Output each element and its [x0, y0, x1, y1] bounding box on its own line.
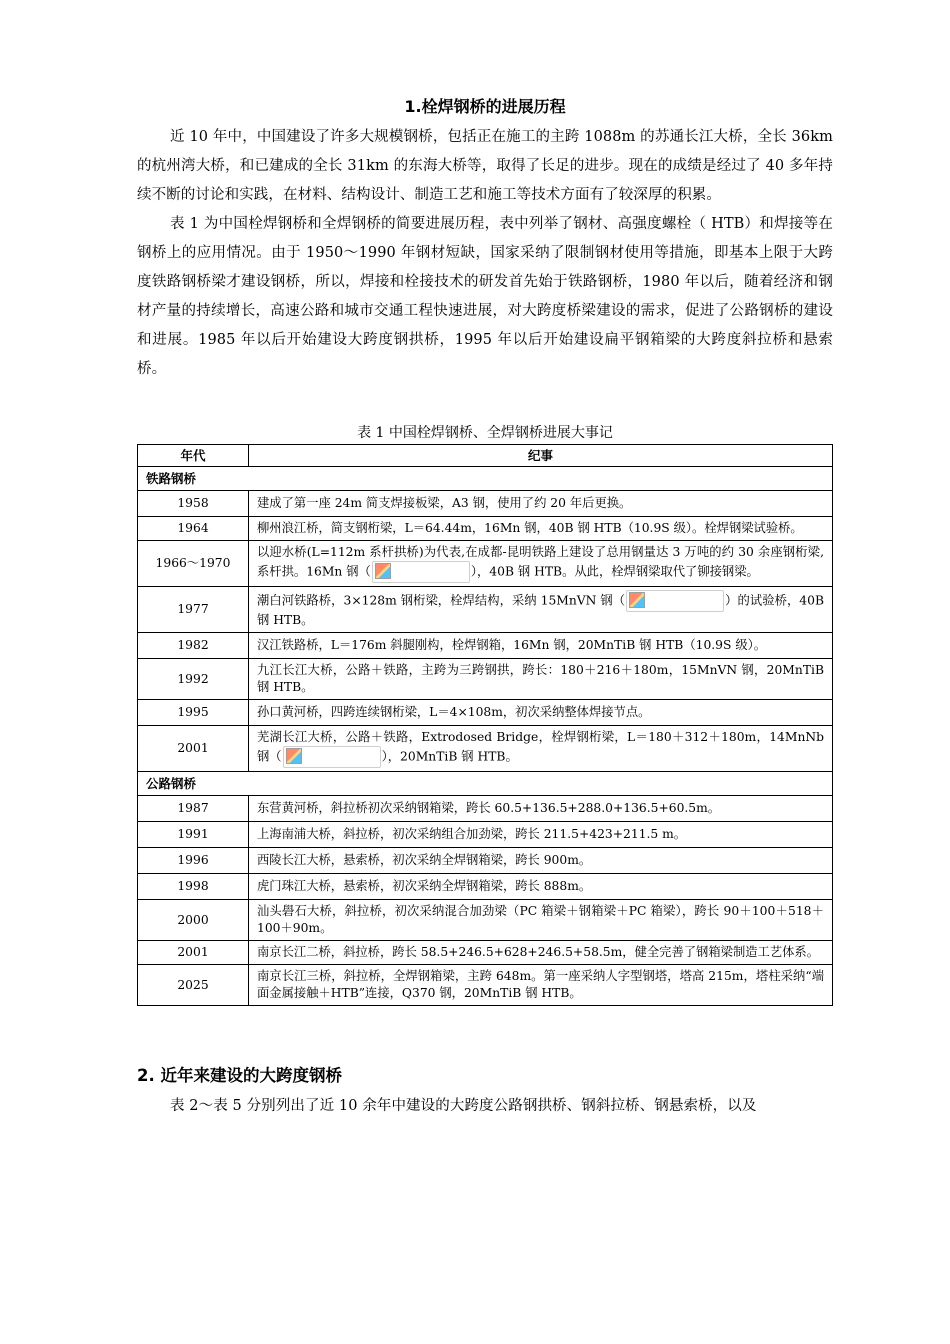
event-text: 以迎水桥(L=112m 系杆拱桥)为代表,在成都-昆明铁路上建设了总用钢量达 3 万吨的约 30 余座钢桁梁,系杆拱。16Mn 钢（: [257, 545, 824, 579]
paragraph-1: 近 10 年中，中国建设了许多大规模钢桥，包括正在施工的主跨 1088m 的苏通长江大桥，全长 36km 的杭州湾大桥，和已建成的全长 31km 的东海大桥等，取得了长足的进步。现在的成绩是经过了 40 多年持续不断的讨论和实践，在材料、结构设计、制造工艺和施工等技术方面有了较深厚的积累。: [137, 129, 833, 203]
table-row: [138, 633, 833, 659]
broken-image-icon: [283, 746, 381, 768]
event-cell: 南京长江三桥，斜拉桥，全焊钢箱梁，主跨 648m。第一座采纳人字型钢塔，塔高 215m，塔柱采纳“端面金属接触＋HTB”连接，Q370 钢，20MnTiB 钢 HTB。: [249, 965, 833, 1006]
event-cell: [249, 587, 833, 633]
group-row-rail: [138, 467, 833, 491]
event-cell: 九江长江大桥，公路＋铁路，主跨为三跨钢拱，跨长：180＋216＋180m，15MnVN 钢，20MnTiB 钢 HTB。: [249, 659, 833, 700]
event-cell: 西陵长江大桥，悬索桥，初次采纳全焊钢箱梁，跨长 900m。: [249, 848, 833, 874]
group-row-road: [138, 772, 833, 796]
group-label-road: 公路钢桥: [138, 772, 833, 796]
table-row: [138, 587, 833, 633]
event-text: 芜湖长江大桥，公路＋铁路，Extrodosed Bridge，栓焊钢桁梁，L＝180＋312＋180m，14MnNb 钢（: [257, 730, 824, 764]
table-row: [138, 796, 833, 822]
paragraph-2: 表 1 为中国栓焊钢桥和全焊钢桥的简要进展历程，表中列举了钢材、高强度螺栓（ HTB）和焊接等在钢桥上的应用情况。由于 1950～1990 年钢材短缺，国家采纳了限制钢材使用等措施，即基本上限于大跨度铁路钢桥梁才建设钢桥，所以，焊接和栓接技术的研发首先始于铁路钢桥，1980 年以后，随着经济和钢材产量的持续增长，高速公路和城市交通工程快速进展，对大跨度桥梁建设的需求，促进了公路钢桥的建设和进展。1985 年以后开始建设大跨度钢拱桥，1995 年以后开始建设扁平钢箱梁的大跨度斜拉桥和悬索桥。: [137, 216, 833, 377]
table-row: [138, 726, 833, 772]
table-row: [138, 517, 833, 541]
event-cell: 建成了第一座 24m 简支焊接板梁，A3 钢，使用了约 20 年后更换。: [249, 491, 833, 517]
year-cell: 1996: [138, 848, 249, 874]
event-cell: [249, 541, 833, 587]
event-cell: 柳州浪江桥，简支钢桁梁，L＝64.44m，16Mn 钢，40B 钢 HTB（10.9S 级）。栓焊钢梁试验桥。: [249, 517, 833, 541]
year-cell: 1998: [138, 874, 249, 900]
year-cell: 2000: [138, 900, 249, 941]
year-cell: 2025: [138, 965, 249, 1006]
table-row: [138, 700, 833, 726]
year-cell: 1977: [138, 587, 249, 633]
year-column-header: 年代: [138, 445, 249, 467]
table-row: [138, 541, 833, 587]
paragraph-3: 表 2～表 5 分别列出了近 10 余年中建设的大跨度公路钢拱桥、钢斜拉桥、钢悬索桥，以及: [170, 1098, 757, 1114]
event-cell: [249, 726, 833, 772]
event-text: ），20MnTiB 钢 HTB。: [381, 749, 518, 764]
table-1-caption: 表 1 中国栓焊钢桥、全焊钢桥进展大事记: [357, 425, 613, 441]
year-cell: 2001: [138, 726, 249, 772]
year-cell: 1958: [138, 491, 249, 517]
year-cell: 1964: [138, 517, 249, 541]
group-label-rail: 铁路钢桥: [138, 467, 833, 491]
year-cell: 1987: [138, 796, 249, 822]
year-cell: 1992: [138, 659, 249, 700]
year-cell: 1995: [138, 700, 249, 726]
event-cell: 汕头礐石大桥，斜拉桥，初次采纳混合加劲梁（PC 箱梁＋钢箱梁＋PC 箱梁），跨长 90＋100＋518＋100＋90m。: [249, 900, 833, 941]
event-text: ），40B 钢 HTB。从此，栓焊钢梁取代了铆接钢梁。: [470, 564, 759, 579]
year-cell: 1982: [138, 633, 249, 659]
table-row: [138, 659, 833, 700]
table-row: [138, 848, 833, 874]
table-row: [138, 965, 833, 1006]
event-cell: 南京长江二桥，斜拉桥，跨长 58.5+246.5+628+246.5+58.5m，健全完善了钢箱梁制造工艺体系。: [249, 941, 833, 965]
event-cell: 孙口黄河桥，四跨连续钢桁梁，L＝4×108m，初次采纳整体焊接节点。: [249, 700, 833, 726]
document-page: [137, 94, 833, 1121]
section-2-title: 2. 近年来建设的大跨度钢桥: [137, 1066, 342, 1085]
events-table: [137, 444, 833, 1006]
section-1-title: 1.栓焊钢桥的进展历程: [404, 97, 566, 116]
year-cell: 1966～1970: [138, 541, 249, 587]
event-text: ）的试验桥，40B 钢 HTB。: [257, 593, 824, 627]
event-cell: 汉江铁路桥，L＝176m 斜腿刚构，栓焊钢箱，16Mn 钢，20MnTiB 钢 HTB（10.9S 级）。: [249, 633, 833, 659]
year-cell: 1991: [138, 822, 249, 848]
event-column-header: 纪事: [249, 445, 833, 467]
event-cell: 东营黄河桥，斜拉桥初次采纳钢箱梁，跨长 60.5+136.5+288.0+136.5+60.5m。: [249, 796, 833, 822]
table-row: [138, 874, 833, 900]
event-text: 潮白河铁路桥，3×128m 钢桁梁，栓焊结构，采纳 15MnVN 钢（: [257, 593, 626, 608]
event-cell: 上海南浦大桥，斜拉桥，初次采纳组合加劲梁，跨长 211.5+423+211.5 m。: [249, 822, 833, 848]
year-cell: 2001: [138, 941, 249, 965]
table-row: [138, 491, 833, 517]
table-row: [138, 900, 833, 941]
table-row: [138, 822, 833, 848]
table-row: [138, 941, 833, 965]
table-header-row: [138, 445, 833, 467]
broken-image-icon: [372, 561, 470, 583]
event-cell: 虎门珠江大桥，悬索桥，初次采纳全焊钢箱梁，跨长 888m。: [249, 874, 833, 900]
broken-image-icon: [626, 590, 724, 612]
